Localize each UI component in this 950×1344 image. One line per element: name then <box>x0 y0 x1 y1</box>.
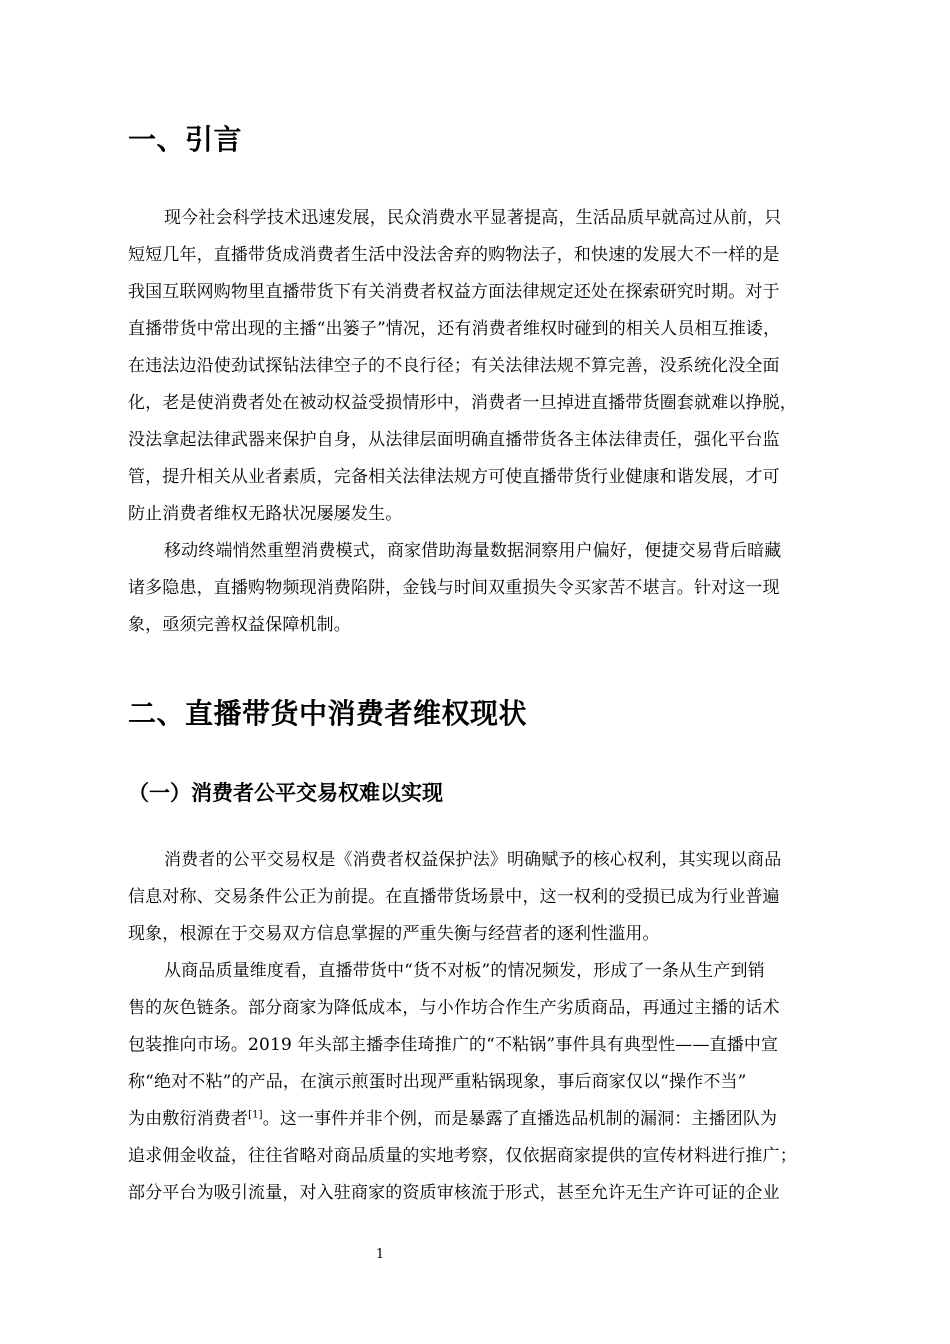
text-line: 没法拿起法律武器来保护自身，从法律层面明确直播带货各主体法律责任，强化平台监 <box>128 430 780 450</box>
text-line: 现今社会科学技术迅速发展，民众消费水平显著提高，生活品质早就高过从前，只 <box>164 208 782 228</box>
citation-mark: [1] <box>248 1109 263 1121</box>
text-line: 我国互联网购物里直播带货下有关消费者权益方面法律规定还处在探索研究时期。对于 <box>128 282 780 302</box>
section-heading-introduction: 一、引言 <box>128 123 243 156</box>
text-line: 追求佣金收益，往往省略对商品质量的实地考察，仅依据商家提供的宣传材料进行推广； <box>128 1146 797 1166</box>
text-line: 防止消费者维权无路状况屡屡发生。 <box>128 504 403 524</box>
text-line: 移动终端悄然重塑消费模式，商家借助海量数据洞察用户偏好，便捷交易背后暗藏 <box>164 541 782 561</box>
text-line: 短短几年，直播带货成消费者生活中没法舍弃的购物法子，和快速的发展大不一样的是 <box>128 245 780 265</box>
text-line: 售的灰色链条。部分商家为降低成本，与小作坊合作生产劣质商品，再通过主播的话术 <box>128 998 780 1018</box>
text-line: 现象，根源在于交易双方信息掌握的严重失衡与经营者的逐利性滥用。 <box>128 924 660 944</box>
text-line: 称“绝对不粘”的产品，在演示煎蛋时出现严重粘锅现象，事后商家仅以“操作不当” <box>128 1072 747 1092</box>
text-line-with-citation <box>128 1101 860 1138</box>
text-line: 象，亟须完善权益保障机制。 <box>128 615 351 635</box>
section-heading-status: 二、直播带货中消费者维权现状 <box>128 697 528 730</box>
page-content <box>128 118 860 1212</box>
intro-paragraph-1 <box>128 200 860 533</box>
text-segment: 为由敷衍消费者 <box>128 1109 249 1129</box>
text-line: 从商品质量维度看，直播带货中“货不对板”的情况频发，形成了一条从生产到销 <box>164 961 765 981</box>
fair-trade-paragraph-1 <box>128 842 860 953</box>
text-line: 诸多隐患，直播购物频现消费陷阱，金钱与时间双重损失令买家苦不堪言。针对这一现 <box>128 578 780 598</box>
intro-paragraph-2 <box>128 533 860 644</box>
text-line: 信息对称、交易条件公正为前提。在直播带货场景中，这一权利的受损已成为行业普遍 <box>128 887 780 907</box>
text-line: 包装推向市场。2019 年头部主播李佳琦推广的“不粘锅”事件具有典型性——直播中宣 <box>128 1035 779 1055</box>
text-line: 直播带货中常出现的主播“出篓子”情况，还有消费者维权时碰到的相关人员相互推诿， <box>128 319 781 339</box>
text-segment: 。这一事件并非个例，而是暴露了直播选品机制的漏洞：主播团队为 <box>262 1109 778 1129</box>
text-line: 消费者的公平交易权是《消费者权益保护法》明确赋予的核心权利，其实现以商品 <box>164 850 782 870</box>
text-line: 部分平台为吸引流量，对入驻商家的资质审核流于形式，甚至允许无生产许可证的企业 <box>128 1183 780 1203</box>
fair-trade-paragraph-2 <box>128 953 860 1212</box>
text-line: 在违法边沿使劲试探钻法律空子的不良行径；有关法律法规不算完善，没系统化没全面 <box>128 356 780 376</box>
page-number: 1 <box>375 1247 385 1262</box>
subsection-heading-fair-trade: （一）消费者公平交易权难以实现 <box>128 781 443 805</box>
text-line: 管，提升相关从业者素质，完备相关法律法规方可使直播带货行业健康和谐发展，才可 <box>128 467 780 487</box>
text-line: 化，老是使消费者处在被动权益受损情形中，消费者一旦掉进直播带货圈套就难以挣脱， <box>128 393 797 413</box>
